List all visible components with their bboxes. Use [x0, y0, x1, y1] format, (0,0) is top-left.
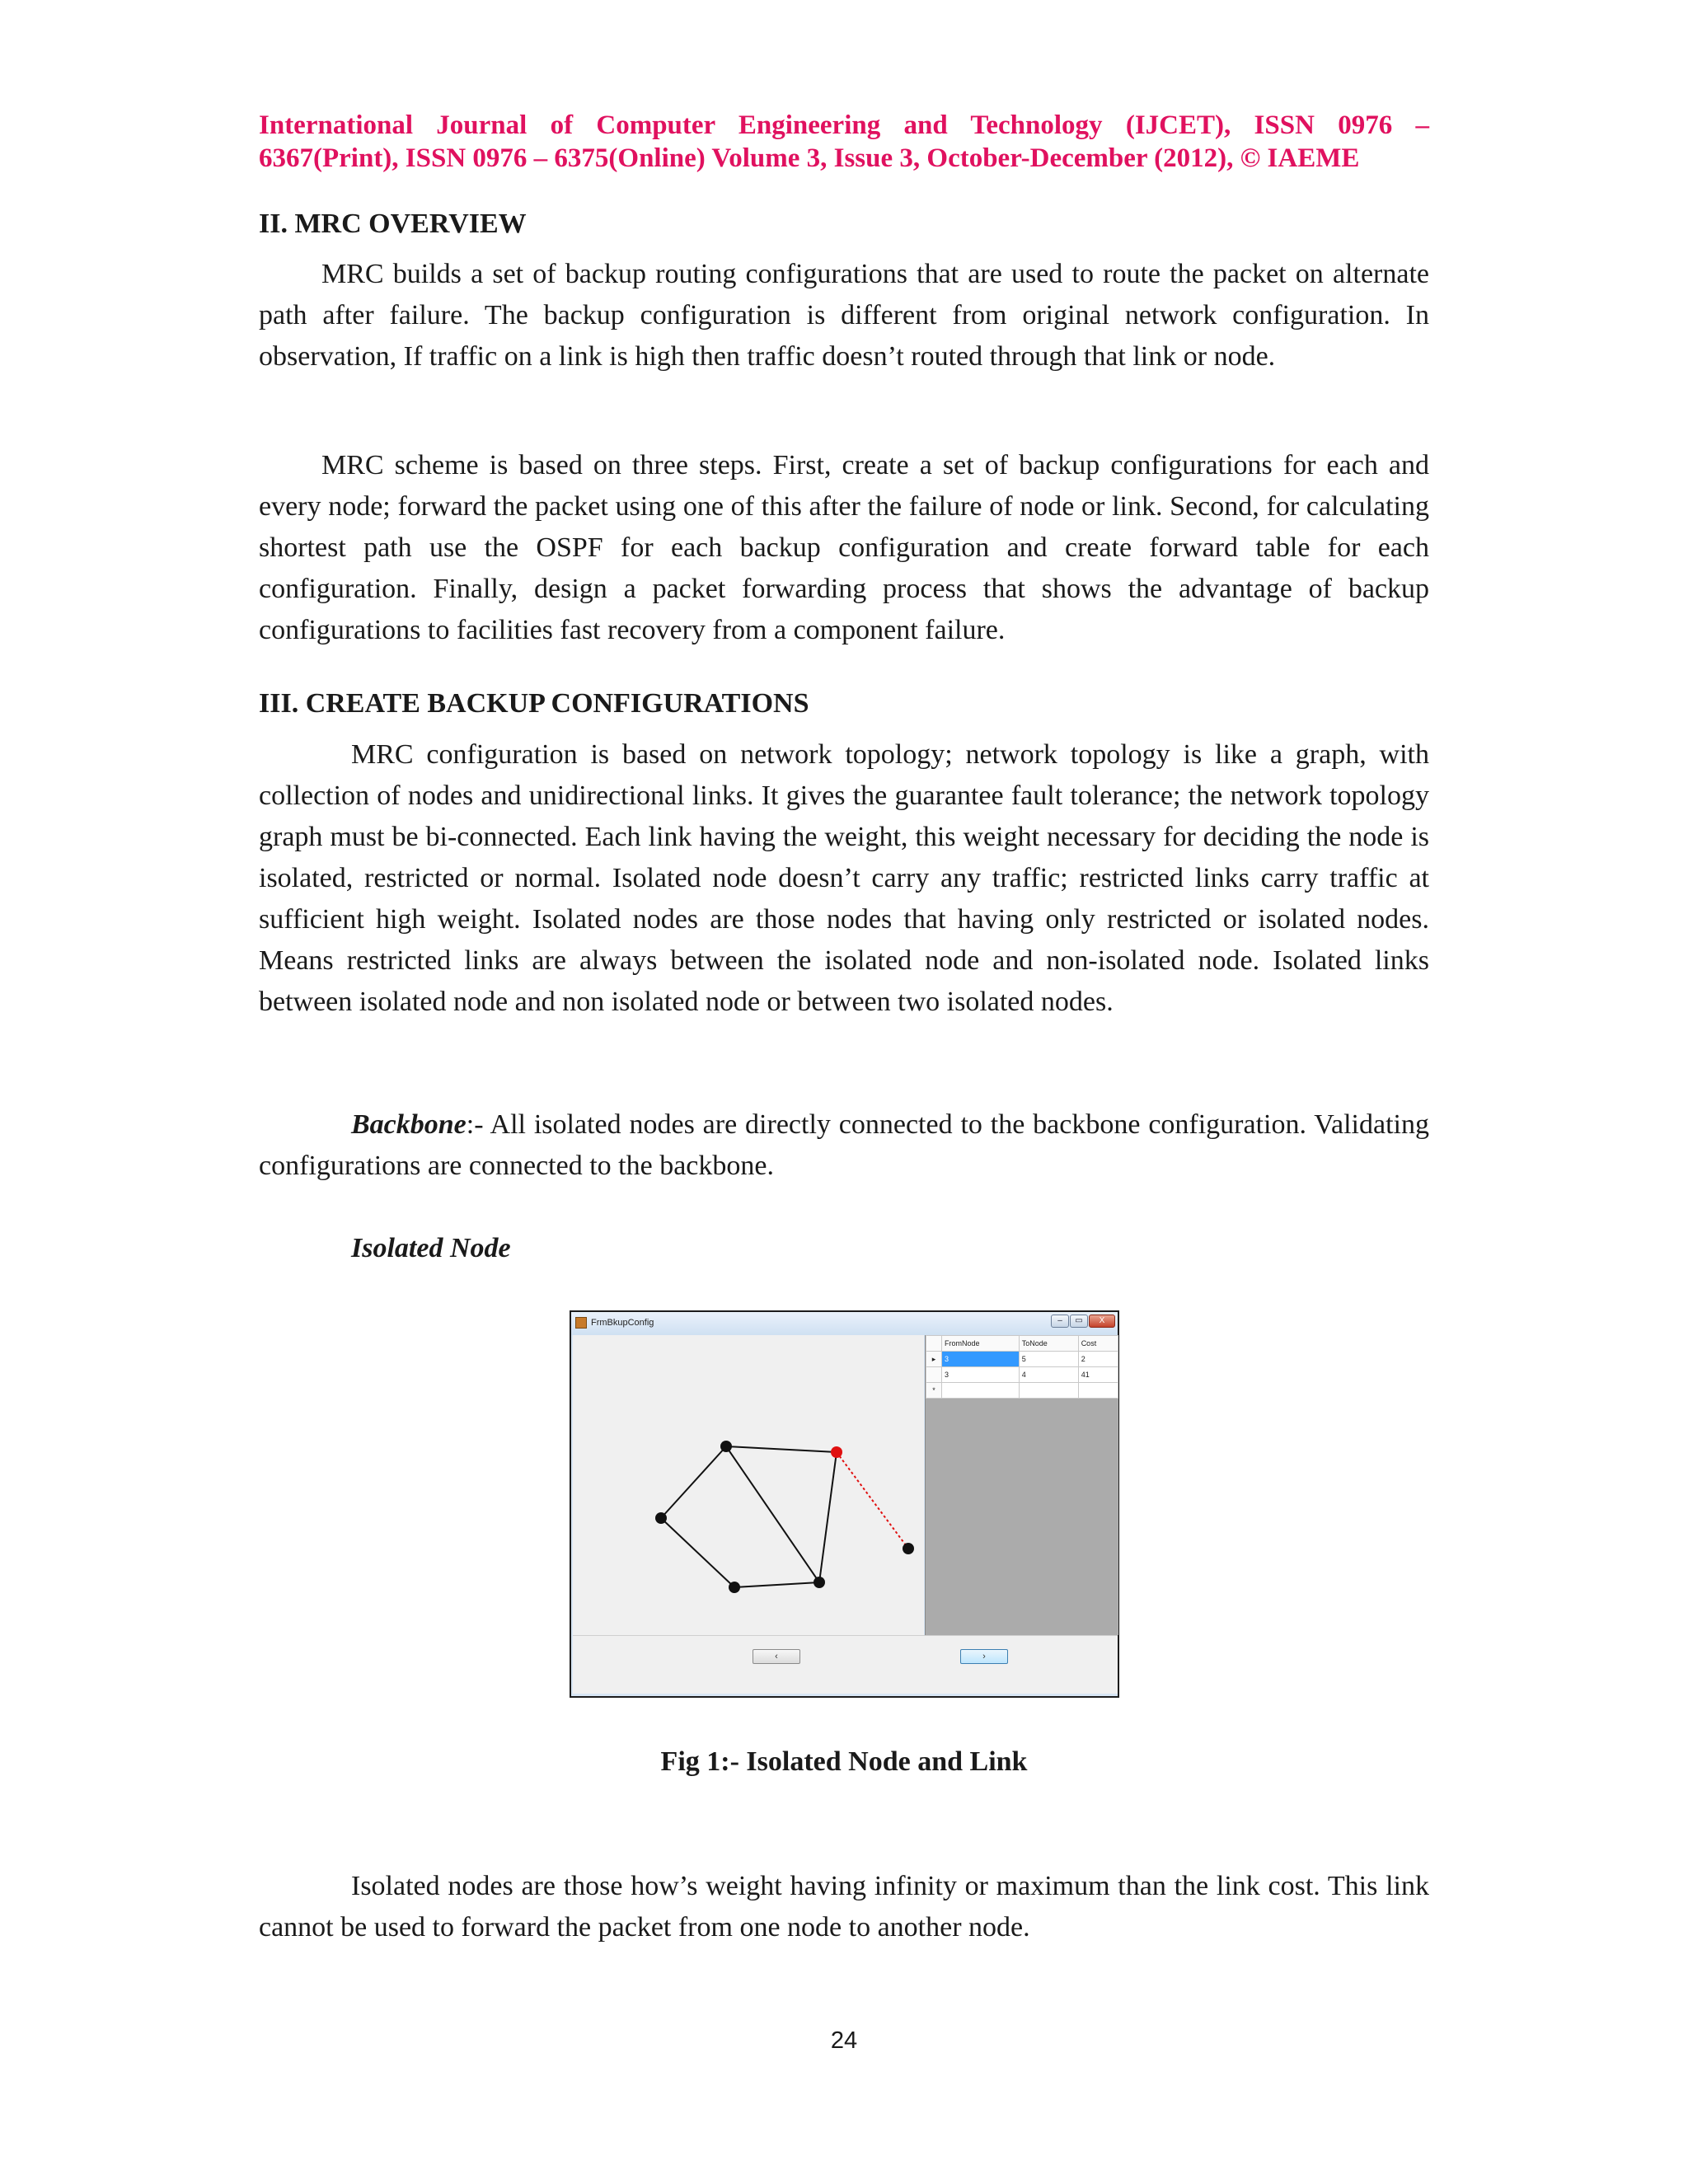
- node-4: [814, 1577, 825, 1588]
- section-2-paragraph-2: MRC scheme is based on three steps. First, create a set of backup configurations for each and every node; forward the packet using one of this after the failure of node or link. Second, for calculating shortest path use the OSPF for each backup configuration and create forward table for each configuration. Finally, design a packet forwarding process that shows the advantage of backup configurations to facilities fast recovery from a component failure.: [259, 450, 1429, 645]
- link-3-4: [819, 1452, 837, 1582]
- isolated-link: [837, 1452, 908, 1549]
- window-title: FrmBkupConfig: [591, 1318, 654, 1328]
- row-marker: [926, 1367, 942, 1383]
- final-paragraph: Isolated nodes are those how’s weight having infinity or maximum than the link cost. This link cannot be used to forward the packet from one node to another node.: [259, 1871, 1429, 1943]
- link-grid: [925, 1335, 1118, 1635]
- next-button[interactable]: ›: [960, 1649, 1008, 1664]
- title-bar: [571, 1312, 1118, 1335]
- row-marker: ▸: [926, 1352, 942, 1367]
- node-5: [903, 1543, 914, 1554]
- cell-cost[interactable]: 2: [1078, 1352, 1118, 1367]
- section-3-heading: III. CREATE BACKUP CONFIGURATIONS: [259, 688, 809, 719]
- cell-cost[interactable]: [1078, 1383, 1118, 1399]
- section-3-paragraph-1: MRC configuration is based on network topology; network topology is like a graph, with collection of nodes and unidirectional links. It gives the guarantee fault tolerance; the network topology graph must be bi-connected. Each link having the weight, this weight necessary for deciding the node is isolated, restricted or normal. Isolated node doesn’t carry any traffic; restricted links carry traffic at sufficient high weight. Isolated nodes are those nodes that having only restricted or isolated nodes. Means restricted links are always between the isolated node and non-isolated node. Isolated links between isolated node and non isolated node or between two isolated nodes.: [259, 739, 1429, 1017]
- table-row[interactable]: [926, 1367, 1118, 1383]
- cell-from[interactable]: [942, 1383, 1020, 1399]
- row-marker: *: [926, 1383, 942, 1399]
- header-line-2: 6367(Print), ISSN 0976 – 6375(Online) Volume 3, Issue 3, October-December (2012), © IAEME: [259, 143, 1360, 173]
- link-1-3: [726, 1446, 837, 1452]
- section-2-heading: II. MRC OVERVIEW: [259, 209, 527, 239]
- minimize-button[interactable]: ‒: [1051, 1315, 1069, 1328]
- node-6: [729, 1582, 740, 1593]
- link-1-4: [726, 1446, 819, 1582]
- page-number: 24: [830, 2027, 858, 2054]
- figure-1: [570, 1310, 1119, 1698]
- grid-header-row: [926, 1336, 1118, 1352]
- link-6-4: [734, 1582, 819, 1587]
- column-header-tonode[interactable]: ToNode: [1019, 1336, 1078, 1352]
- backbone-paragraph: Backbone:- All isolated nodes are directly connected to the backbone configuration. Validating configurations are connected to the backbone.: [259, 1109, 1429, 1181]
- column-header-fromnode[interactable]: FromNode: [942, 1336, 1020, 1352]
- link-2-6: [661, 1518, 734, 1587]
- section-2-paragraph-1: MRC builds a set of backup routing configurations that are used to route the packet on alternate path after failure. The backup configuration is different from original network configuration. In observation, If traffic on a link is high then traffic doesn’t routed through that link or node.: [259, 259, 1429, 372]
- row-header-corner: [926, 1336, 942, 1352]
- maximize-button[interactable]: ▭: [1070, 1315, 1088, 1328]
- table-row[interactable]: [926, 1352, 1118, 1367]
- cell-from[interactable]: 3: [942, 1367, 1020, 1383]
- journal-header: [259, 109, 1429, 175]
- table-row-new[interactable]: [926, 1383, 1118, 1399]
- cell-to[interactable]: 4: [1019, 1367, 1078, 1383]
- app-icon: [575, 1317, 587, 1329]
- isolated-node: [831, 1446, 842, 1458]
- isolated-node-heading: Isolated Node: [351, 1233, 511, 1263]
- cell-to[interactable]: 5: [1019, 1352, 1078, 1367]
- cell-cost[interactable]: 41: [1078, 1367, 1118, 1383]
- node-2: [655, 1512, 667, 1524]
- node-1: [720, 1441, 732, 1452]
- header-line-1: International Journal of Computer Engineering and Technology (IJCET), ISSN 0976 –: [259, 110, 1429, 140]
- column-header-cost[interactable]: Cost: [1078, 1336, 1118, 1352]
- cell-from[interactable]: 3: [942, 1352, 1020, 1367]
- previous-button[interactable]: ‹: [753, 1649, 800, 1664]
- link-table: [926, 1335, 1118, 1399]
- figure-caption: Fig 1:- Isolated Node and Link: [660, 1746, 1028, 1777]
- topology-graph: [573, 1335, 924, 1635]
- link-1-2: [661, 1446, 726, 1518]
- topology-canvas: [573, 1335, 924, 1635]
- cell-to[interactable]: [1019, 1383, 1078, 1399]
- close-button[interactable]: X: [1089, 1315, 1115, 1328]
- button-bar: [573, 1635, 1118, 1694]
- app-window: [570, 1310, 1119, 1698]
